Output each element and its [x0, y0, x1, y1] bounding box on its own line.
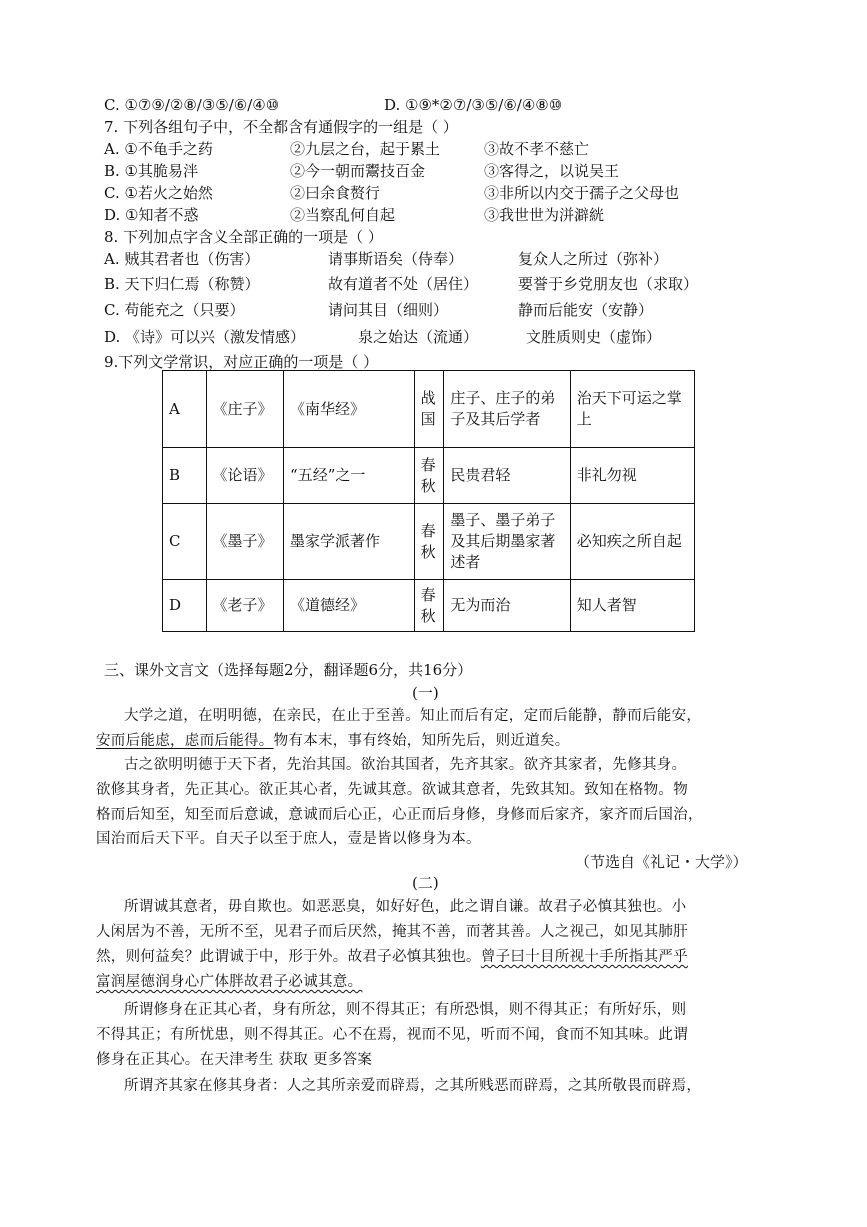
part1-label: (一) [412, 684, 439, 702]
passage2-line: 修身在正其心。在天津考生 获取 更多答案 [96, 1052, 373, 1068]
passage1-source: （节选自《礼记・大学》） [575, 853, 748, 871]
q7-c3: ③非所以内交于孺子之父母也 [484, 184, 680, 202]
table-cell: 治天下可运之掌上 [570, 371, 694, 448]
table-cell: B [163, 448, 207, 504]
passage1-line: 国治而后天下平。自天子以至于庶人，壹是皆以修身为本。 [96, 831, 481, 847]
table-cell: 非礼勿视 [570, 448, 694, 504]
q6-option-d: D. ①⑨*②⑦/③⑤/⑥/④⑧⑩ [384, 96, 563, 114]
table-cell: “五经”之一 [284, 448, 415, 504]
q7-a3: ③故不孝不慈亡 [484, 140, 590, 158]
table-cell: 春秋 [414, 504, 444, 580]
table-cell: 《论语》 [206, 448, 284, 504]
passage1-line: 大学之道，在明明德，在亲民，在止于至善。知止而后有定，定而后能静，静而后能安， [124, 708, 702, 724]
table-cell: 《南华经》 [284, 371, 415, 448]
passage2-line: 所谓齐其家在修其身者：人之其所亲爱而辟焉，之其所贱恶而辟焉，之其所敬畏而辟焉， [124, 1078, 702, 1094]
passage2-line: 不得其正；有所忧患，则不得其正。心不在焉，视而不见，听而不闻，食而不知其味。此谓 [96, 1027, 688, 1043]
table-row [163, 371, 695, 448]
passage1-line [96, 731, 570, 751]
q8-a1: A. 贼其君者也（伤害） [104, 250, 260, 268]
q8-c3: 静而后能安（安静） [518, 301, 654, 319]
passage2-line: 所谓诚其意者，毋自欺也。如恶恶臭，如好好色，此之谓自谦。故君子必慎其独也。小 [124, 899, 687, 915]
passage-text: 然，则何益矣？此谓诚于中，形于外。故君子必慎其独也。 [96, 949, 481, 965]
part2-label: (二) [412, 874, 439, 892]
q7-d3: ③我世世为洴澼絖 [484, 206, 605, 224]
table-cell: 民贵君轻 [444, 448, 570, 504]
passage1-line: 古之欲明明德于天下者，先治其国。欲治其国者，先齐其家。欲齐其家者，先修其身。 [124, 757, 687, 773]
table-cell: 无为而治 [444, 580, 570, 632]
q8-b3: 要誉于乡党朋友也（求取） [518, 275, 699, 293]
q7-b3: ③客得之，以说吴王 [484, 162, 620, 180]
table-cell: A [163, 371, 207, 448]
q7-a1: A. ①不龟手之药 [104, 140, 213, 158]
table-cell: 《老子》 [206, 580, 284, 632]
q8-b1: B. 天下归仁焉（称赞） [104, 275, 260, 293]
table-cell: 墨家学派著作 [284, 504, 415, 580]
passage-text: 物有本末，事有终始，知所先后，则近道矣。 [273, 733, 570, 749]
table-row [163, 448, 695, 504]
q7-b2: ②今一朝而鬻技百金 [290, 162, 426, 180]
q8-d2: 泉之始达（流通） [358, 328, 479, 346]
section-heading: 三、课外文言文（选择每题2分，翻译题6分，共16分） [104, 661, 473, 679]
q8-d3: 文胜质则史（虚饰） [526, 328, 662, 346]
q8-stem: 8. 下列加点字含义全部正确的一项是（ ） [104, 228, 383, 246]
table-cell: 春秋 [414, 580, 444, 632]
table-cell: 春秋 [414, 448, 444, 504]
passage2-line [96, 947, 688, 967]
table-cell: 庄子、庄子的弟子及其后学者 [444, 371, 570, 448]
table-cell: 战国 [414, 371, 444, 448]
q7-stem: 7. 下列各组句子中，不全都含有通假字的一组是（ ） [104, 118, 458, 136]
q8-b2: 故有道者不处（居住） [328, 275, 479, 293]
table-cell: D [163, 580, 207, 632]
passage2-line: 所谓修身在正其心者，身有所忿，则不得其正；有所恐惧，则不得其正；有所好乐，则 [124, 1002, 687, 1018]
passage2-line [96, 972, 362, 992]
q8-c2: 请问其目（细则） [328, 301, 449, 319]
table-cell: C [163, 504, 207, 580]
q6-option-c: C. ①⑦⑨/②⑧/③⑤/⑥/④⑩ [104, 96, 280, 114]
table-cell: 知人者智 [570, 580, 694, 632]
table-cell: 《道德经》 [284, 580, 415, 632]
table-cell: 《庄子》 [206, 371, 284, 448]
table-row [163, 580, 695, 632]
q8-a2: 请事斯语矣（侍奉） [328, 250, 464, 268]
table-cell: 《墨子》 [206, 504, 284, 580]
table-cell: 墨子、墨子弟子及其后期墨家著述者 [444, 504, 570, 580]
q8-a3: 复众人之所过（弥补） [518, 250, 669, 268]
q7-d1: D. ①知者不惑 [104, 206, 199, 224]
underlined-sentence: 安而后能虑，虑而后能得。 [96, 733, 274, 749]
q7-a2: ②九层之台，起于累土 [290, 140, 441, 158]
q8-d1: D. 《诗》可以兴（激发情感） [104, 328, 306, 346]
passage2-line: 人闲居为不善，无所不至，见君子而后厌然，掩其不善，而著其善。人之视己，如见其肺肝 [96, 924, 688, 940]
q7-b1: B. ①其脆易泮 [104, 162, 199, 180]
q7-c2: ②曰余食赘行 [290, 184, 381, 202]
q8-c1: C. 苟能充之（只要） [104, 301, 245, 319]
q9-stem: 9.下列文学常识，对应正确的一项是（ ） [104, 353, 379, 371]
q7-d2: ②当察乱何自起 [290, 206, 396, 224]
table-row [163, 504, 695, 580]
passage1-line: 欲修其身者，先正其心。欲正其心者，先诚其意。欲诚其意者，先致其知。致知在格物。物 [96, 782, 688, 798]
wavy-underlined-text: 富润屋德润身心广体胖故君子必诚其意。 [96, 974, 363, 990]
passage1-line: 格而后知至，知至而后意诚，意诚而后心正，心正而后身修，身修而后家齐，家齐而后国治， [96, 807, 703, 823]
literature-table [162, 370, 695, 632]
table-cell: 必知疾之所自起 [570, 504, 694, 580]
wavy-underlined-text: 曾子曰十目所视十手所指其严乎 [480, 949, 689, 965]
q7-c1: C. ①若火之始然 [104, 184, 213, 202]
